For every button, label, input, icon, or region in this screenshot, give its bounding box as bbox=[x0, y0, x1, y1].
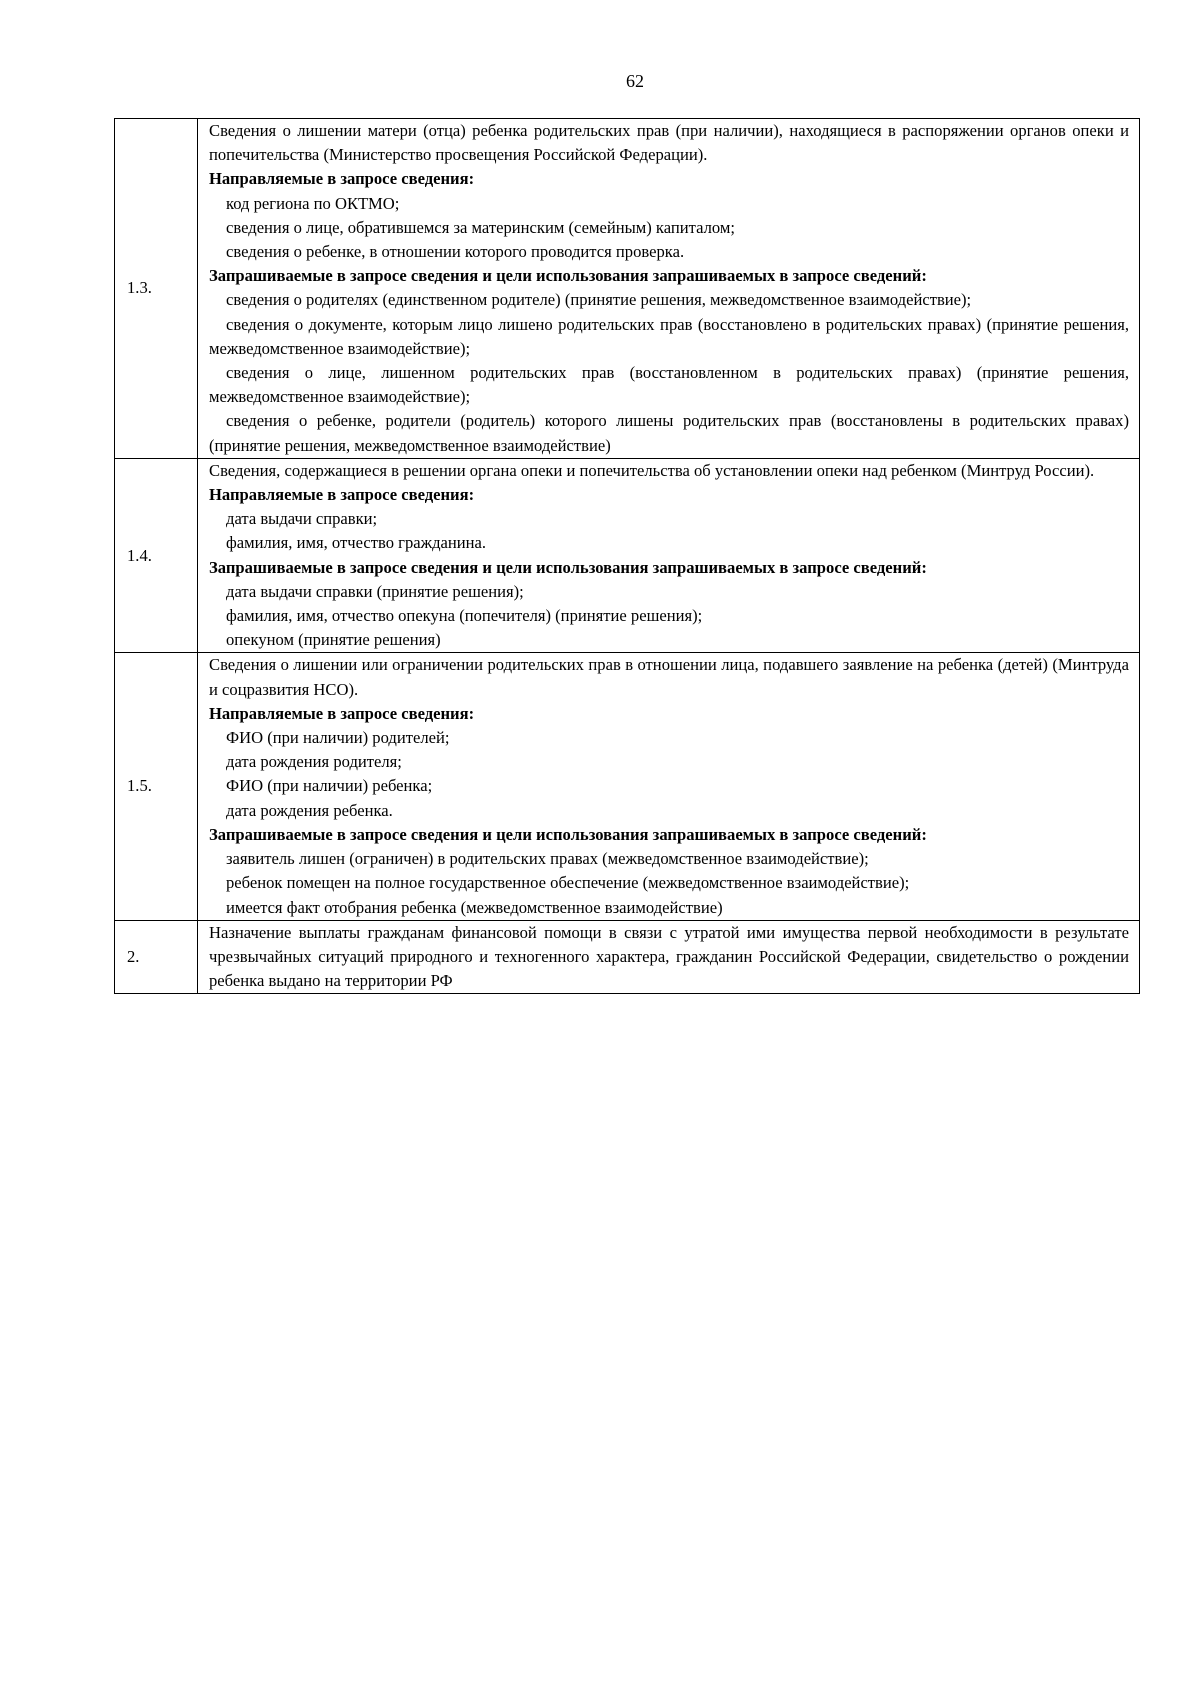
requirements-table bbox=[114, 118, 1140, 994]
list-item: имеется факт отобрания ребенка (межведомственное взаимодействие) bbox=[226, 897, 723, 917]
list-item: опекуном (принятие решения) bbox=[226, 630, 441, 650]
row-number: 1.3. bbox=[115, 119, 198, 459]
section-heading: Направляемые в запросе сведения: bbox=[209, 703, 475, 723]
list-item: дата выдачи справки; bbox=[226, 509, 378, 529]
table-row bbox=[115, 119, 1140, 459]
table-body bbox=[115, 119, 1140, 994]
list-item: сведения о ребенке, родители (родитель) которого лишены родительских прав (восстановлены в родительских правах) (принятие решения, межведомственное взаимодействие) bbox=[209, 411, 1129, 455]
section-heading: Запрашиваемые в запросе сведения и цели использования запрашиваемых в запросе сведений: bbox=[209, 557, 927, 577]
list-item: сведения о ребенке, в отношении которого проводится проверка. bbox=[226, 242, 685, 262]
row-content bbox=[198, 653, 1140, 920]
list-item: ребенок помещен на полное государственное обеспечение (межведомственное взаимодействие); bbox=[226, 873, 910, 893]
table-row bbox=[115, 653, 1140, 920]
page-number: 62 bbox=[626, 71, 644, 91]
row-description: Сведения, содержащиеся в решении органа опеки и попечительства об установлении опеки над ребенком (Минтруд России). bbox=[209, 460, 1095, 480]
section-heading: Запрашиваемые в запросе сведения и цели использования запрашиваемых в запросе сведений: bbox=[209, 824, 927, 844]
row-content bbox=[198, 119, 1140, 459]
row-description: Сведения о лишении или ограничении родительских прав в отношении лица, подавшего заявление на ребенка (детей) (Минтруда и соцразвития НСО). bbox=[209, 655, 1129, 699]
list-item: дата рождения ребенка. bbox=[226, 800, 393, 820]
section-heading: Направляемые в запросе сведения: bbox=[209, 485, 475, 505]
row-content bbox=[198, 920, 1140, 994]
row-description: Сведения о лишении матери (отца) ребенка родительских прав (при наличии), находящиеся в распоряжении органов опеки и попечительства (Министерство просвещения Российской Федерации). bbox=[209, 121, 1129, 165]
list-item: сведения о документе, которым лицо лишено родительских прав (восстановлено в родительских правах) (принятие решения, межведомственное взаимодействие); bbox=[209, 314, 1129, 358]
list-item: ФИО (при наличии) родителей; bbox=[226, 728, 450, 748]
list-item: сведения о лице, обратившемся за материнским (семейным) капиталом; bbox=[226, 217, 735, 237]
row-number: 1.5. bbox=[115, 653, 198, 920]
row-description: Назначение выплаты гражданам финансовой помощи в связи с утратой ими имущества первой необходимости в результате чрезвычайных ситуаций природного и техногенного характера, гражданин Российской Федерации, свидетельство о рождении ребенка выдано на территории РФ bbox=[209, 922, 1129, 991]
list-item: заявитель лишен (ограничен) в родительских правах (межведомственное взаимодействие); bbox=[226, 849, 869, 869]
table-row bbox=[115, 920, 1140, 994]
section-heading: Запрашиваемые в запросе сведения и цели использования запрашиваемых в запросе сведений: bbox=[209, 266, 927, 286]
list-item: фамилия, имя, отчество гражданина. bbox=[226, 533, 487, 553]
table-row bbox=[115, 458, 1140, 653]
list-item: фамилия, имя, отчество опекуна (попечителя) (принятие решения); bbox=[226, 606, 703, 626]
list-item: сведения о лице, лишенном родительских прав (восстановленном в родительских правах) (принятие решения, межведомственное взаимодействие); bbox=[209, 363, 1129, 407]
list-item: дата рождения родителя; bbox=[226, 752, 402, 772]
list-item: сведения о родителях (единственном родителе) (принятие решения, межведомственное взаимодействие); bbox=[226, 290, 972, 310]
section-heading: Направляемые в запросе сведения: bbox=[209, 169, 475, 189]
list-item: код региона по ОКТМО; bbox=[226, 193, 400, 213]
row-number: 1.4. bbox=[115, 458, 198, 653]
row-number: 2. bbox=[115, 920, 198, 994]
list-item: ФИО (при наличии) ребенка; bbox=[226, 776, 433, 796]
row-content bbox=[198, 458, 1140, 653]
list-item: дата выдачи справки (принятие решения); bbox=[226, 581, 524, 601]
